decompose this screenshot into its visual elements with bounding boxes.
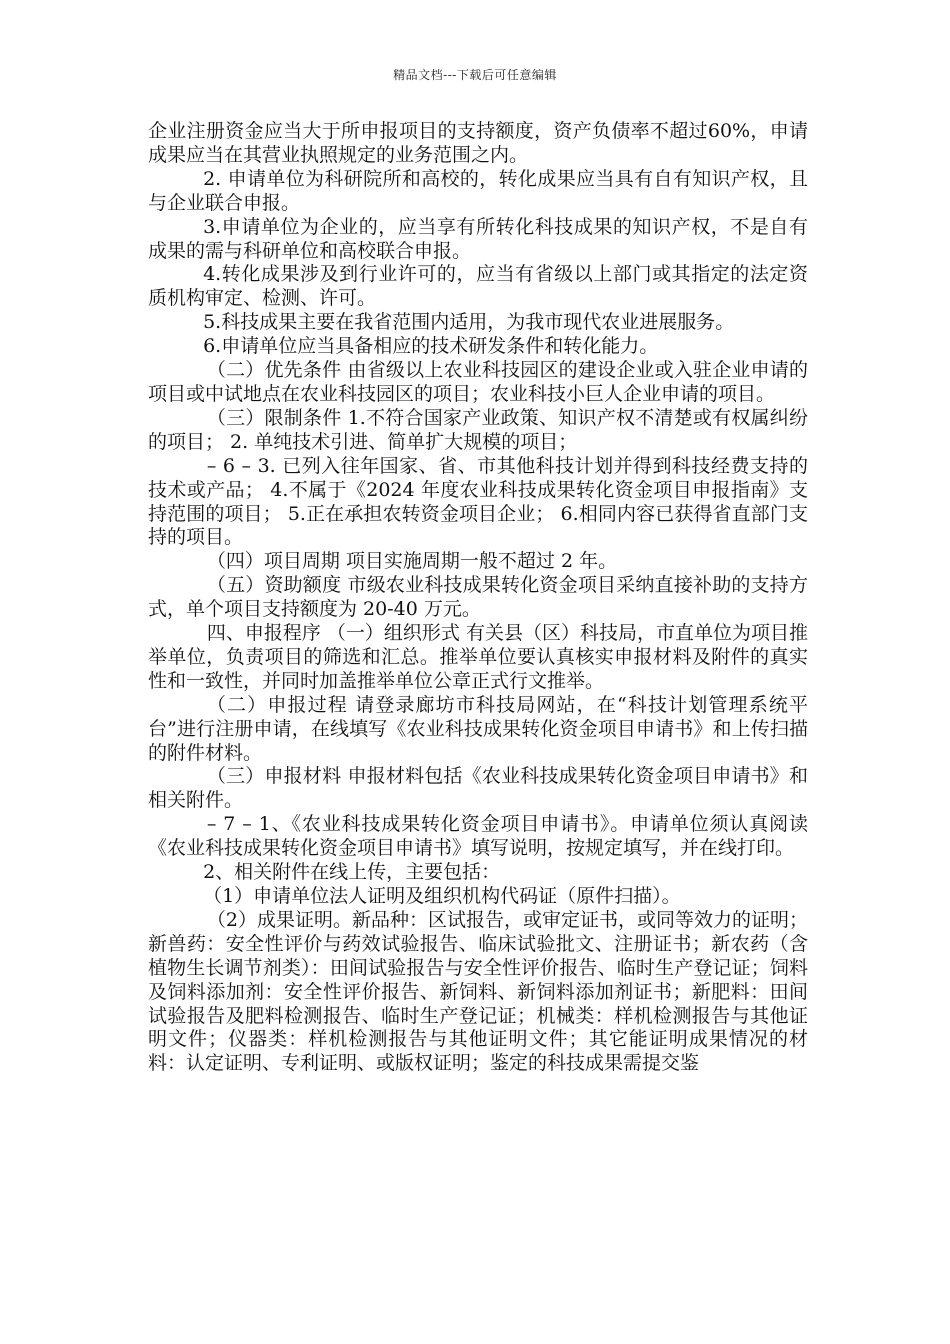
paragraph-attachments-intro: 2、相关附件在线上传，主要包括： [203,861,501,884]
paragraph-condition-6: 6.申请单位应当具备相应的技术研发条件和转化能力。 [203,335,659,358]
paragraph-condition-5: 5.科技成果主要在我省范围内适用，为我市现代农业进展服务。 [203,311,735,334]
paragraph-application-procedure: 四、申报程序 （一）组织形式 有关县（区）科技局，市直单位为项目推举单位，负责项目的筛选和汇总。推举单位要认真核实申报材料及附件的真实性和一致性，并同时加盖推举单位公章正式行文推举。 [148,622,808,692]
paragraph-application-materials: （三）申报材料 申报材料包括《农业科技成果转化资金项目申请书》和相关附件。 [148,765,808,812]
paragraph-attachment-1: （1）申请单位法人证明及组织机构代码证（原件扫描）。 [203,885,681,907]
paragraph-application-process: （二）申报过程 请登录廊坊市科技局网站，在“科技计划管理系统平台”进行注册申请，在线填写《农业科技成果转化资金项目申请书》和上传扫描的附件材料。 [148,693,808,764]
paragraph-priority-conditions: （二）优先条件 由省级以上农业科技园区的建设企业或入驻企业申请的项目或中试地点在农业科技园区的项目；农业科技小巨人企业申请的项目。 [148,359,808,405]
paragraph-funding-amount: （五）资助额度 市级农业科技成果转化资金项目采纳直接补助的支持方式，单个项目支持额度为 20-40 万元。 [148,574,808,621]
paragraph-restriction-continued: – 6 – 3. 已列入往年国家、省、市其他科技计划并得到科技经费支持的技术或产品； 4.不属于《2024 年度农业科技成果转化资金项目申报指南》支持范围的项目； 5.正在承担农转资金项目企业； 6.相同内容已获得省直部门支持的项目。 [148,454,808,549]
paragraph-restriction-conditions: （三）限制条件 1.不符合国家产业政策、知识产权不清楚或有权属纠纷的项目； 2. 单纯技术引进、简单扩大规模的项目； [148,406,808,453]
paragraph-attachment-2: （2）成果证明。新品种：区试报告，或审定证书，或同等效力的证明；新兽药：安全性评价与药效试验报告、临床试验批文、注册证书；新农药（含植物生长调节剂类）：田间试验报告与安全性评价报告、临时生产登记证；饲料及饲料添加剂：安全性评价报告、新饲料、新饲料添加剂证书；新肥料：田间试验报告及肥料检测报告、临时生产登记证；机械类：样机检测报告与其他证明文件；仪器类：样机检测报告与其他证明文件；其它能证明成果情况的材料：认定证明、专利证明、或版权证明；鉴定的科技成果需提交鉴 [148,908,808,1075]
paragraph-application-form: – 7 – 1、《农业科技成果转化资金项目申请书》。申请单位须认真阅读《农业科技成果转化资金项目申请书》填写说明，按规定填写，并在线打印。 [148,813,808,860]
document-body [148,120,808,1076]
paragraph-registered-capital: 企业注册资金应当大于所申报项目的支持额度，资产负债率不超过60%，申请成果应当在其营业执照规定的业务范围之内。 [148,120,808,166]
paragraph-project-period: （四）项目周期 项目实施周期一般不超过 2 年。 [206,550,618,573]
page-header: 精品文档---下载后可任意编辑 [393,68,557,82]
paragraph-condition-3: 3.申请单位为企业的，应当享有所转化科技成果的知识产权，不是自有成果的需与科研单位和高校联合申报。 [148,215,808,262]
paragraph-condition-2: 2. 申请单位为科研院所和高校的，转化成果应当具有自有知识产权，且与企业联合申报。 [148,167,808,214]
paragraph-condition-4: 4.转化成果涉及到行业许可的，应当有省级以上部门或其指定的法定资质机构审定、检测、许可。 [148,263,808,310]
